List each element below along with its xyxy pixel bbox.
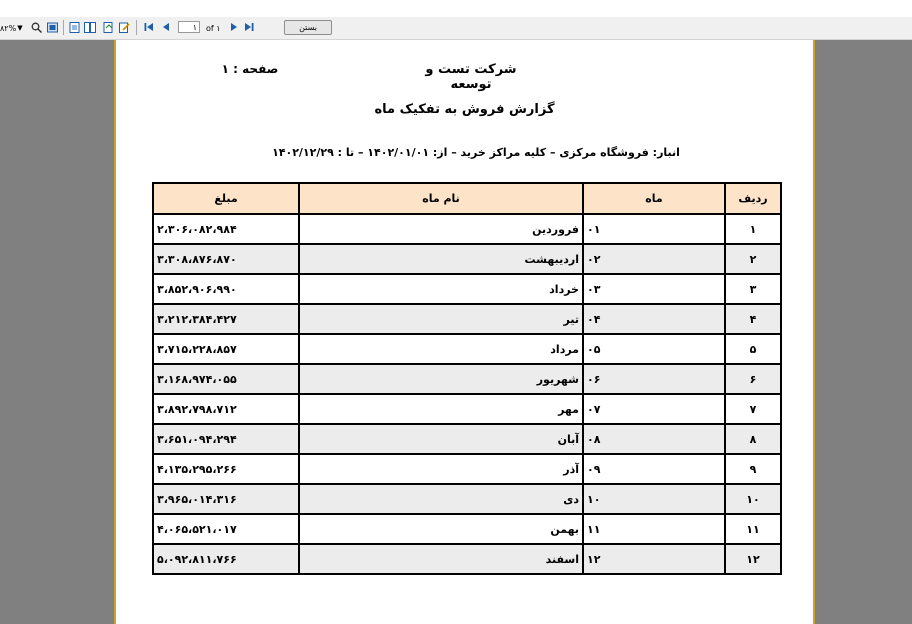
cell-amount: ۳،۱۶۸،۹۷۴،۰۵۵ [153,364,299,394]
cell-month: ۰۶ [583,364,725,394]
cell-month-name: اردیبهشت [299,244,583,274]
table-header-row [153,183,781,214]
cell-month: ۰۹ [583,454,725,484]
cell-month: ۰۸ [583,424,725,454]
cell-month: ۰۲ [583,244,725,274]
table-row [153,424,781,454]
report-filter: انبار: فروشگاه مرکزی – کلیه مراکز خرید – از: ۱۴۰۲/۰۱/۰۱ – تا : ۱۴۰۲/۱۲/۲۹ [272,146,680,159]
table-row [153,454,781,484]
report-viewer-toolbar [0,17,912,40]
cell-row-number: ۶ [725,364,781,394]
cell-row-number: ۴ [725,304,781,334]
cell-month-name: اسفند [299,544,583,574]
cell-amount: ۳،۶۵۱،۰۹۴،۲۹۴ [153,424,299,454]
cell-month: ۰۳ [583,274,725,304]
cell-row-number: ۳ [725,274,781,304]
cell-month-name: بهمن [299,514,583,544]
cell-month-name: فروردین [299,214,583,244]
table-row [153,514,781,544]
fit-page-icon[interactable] [46,21,58,33]
table-row [153,394,781,424]
cell-amount: ۳،۳۰۸،۸۷۶،۸۷۰ [153,244,299,274]
previous-page-icon[interactable] [159,21,171,33]
single-page-icon[interactable] [68,21,80,33]
table-row [153,304,781,334]
report-title: گزارش فروش به تفکیک ماه [374,102,555,117]
last-page-icon[interactable] [243,21,255,33]
zoom-select[interactable] [0,17,23,39]
cell-month-name: مرداد [299,334,583,364]
table-row [153,274,781,304]
cell-month-name: دی [299,484,583,514]
header-month: ماه [583,183,725,214]
cell-amount: ۲،۳۰۶،۰۸۲،۹۸۴ [153,214,299,244]
cell-row-number: ۸ [725,424,781,454]
cell-month: ۰۴ [583,304,725,334]
cell-amount: ۵،۰۹۲،۸۱۱،۷۶۶ [153,544,299,574]
table-row [153,484,781,514]
cell-month-name: آبان [299,424,583,454]
zoom-value: ۸۲% [0,23,17,33]
next-page-icon[interactable] [228,21,240,33]
page-number-value: ۱ [192,23,197,32]
page-label: صفحه : ۱ [221,62,279,76]
page-total-label: of ۱ [206,23,221,33]
company-name: شرکت تست و توسعه [425,62,517,92]
toolbar-divider [63,20,64,35]
table-row [153,214,781,244]
cell-row-number: ۱۲ [725,544,781,574]
cell-row-number: ۹ [725,454,781,484]
cell-month: ۰۵ [583,334,725,364]
first-page-icon[interactable] [143,21,155,33]
header-month-name: نام ماه [299,183,583,214]
cell-month: ۰۱ [583,214,725,244]
cell-amount: ۳،۹۶۵،۰۱۴،۳۱۶ [153,484,299,514]
cell-row-number: ۲ [725,244,781,274]
edit-icon[interactable] [118,21,130,33]
toolbar-divider [136,20,137,35]
cell-row-number: ۱ [725,214,781,244]
cell-month-name: خرداد [299,274,583,304]
cell-month-name: مهر [299,394,583,424]
cell-month: ۱۰ [583,484,725,514]
page-number-input[interactable] [178,21,200,33]
cell-amount: ۳،۸۵۲،۹۰۶،۹۹۰ [153,274,299,304]
cell-amount: ۳،۸۹۲،۷۹۸،۷۱۲ [153,394,299,424]
table-row [153,334,781,364]
cell-month-name: آذر [299,454,583,484]
table-row [153,364,781,394]
cell-row-number: ۵ [725,334,781,364]
cell-month-name: شهریور [299,364,583,394]
cell-row-number: ۱۱ [725,514,781,544]
cell-row-number: ۱۰ [725,484,781,514]
sales-table [152,182,782,575]
two-pages-icon[interactable] [84,21,96,33]
cell-month: ۱۱ [583,514,725,544]
cell-amount: ۴،۰۶۵،۵۲۱،۰۱۷ [153,514,299,544]
header-amount: مبلغ [153,183,299,214]
table-row [153,244,781,274]
cell-month-name: تیر [299,304,583,334]
cell-row-number: ۷ [725,394,781,424]
report-page [114,40,815,624]
cell-amount: ۳،۷۱۵،۲۲۸،۸۵۷ [153,334,299,364]
zoom-search-icon[interactable] [30,21,42,33]
table-row [153,544,781,574]
close-button[interactable]: بستن [284,20,332,35]
cell-amount: ۳،۲۱۲،۳۸۴،۴۲۷ [153,304,299,334]
header-row-number: ردیف [725,183,781,214]
cell-month: ۱۲ [583,544,725,574]
cell-month: ۰۷ [583,394,725,424]
chevron-down-icon: ▼ [17,24,23,32]
cell-amount: ۴،۱۳۵،۲۹۵،۲۶۶ [153,454,299,484]
export-icon[interactable] [102,21,114,33]
